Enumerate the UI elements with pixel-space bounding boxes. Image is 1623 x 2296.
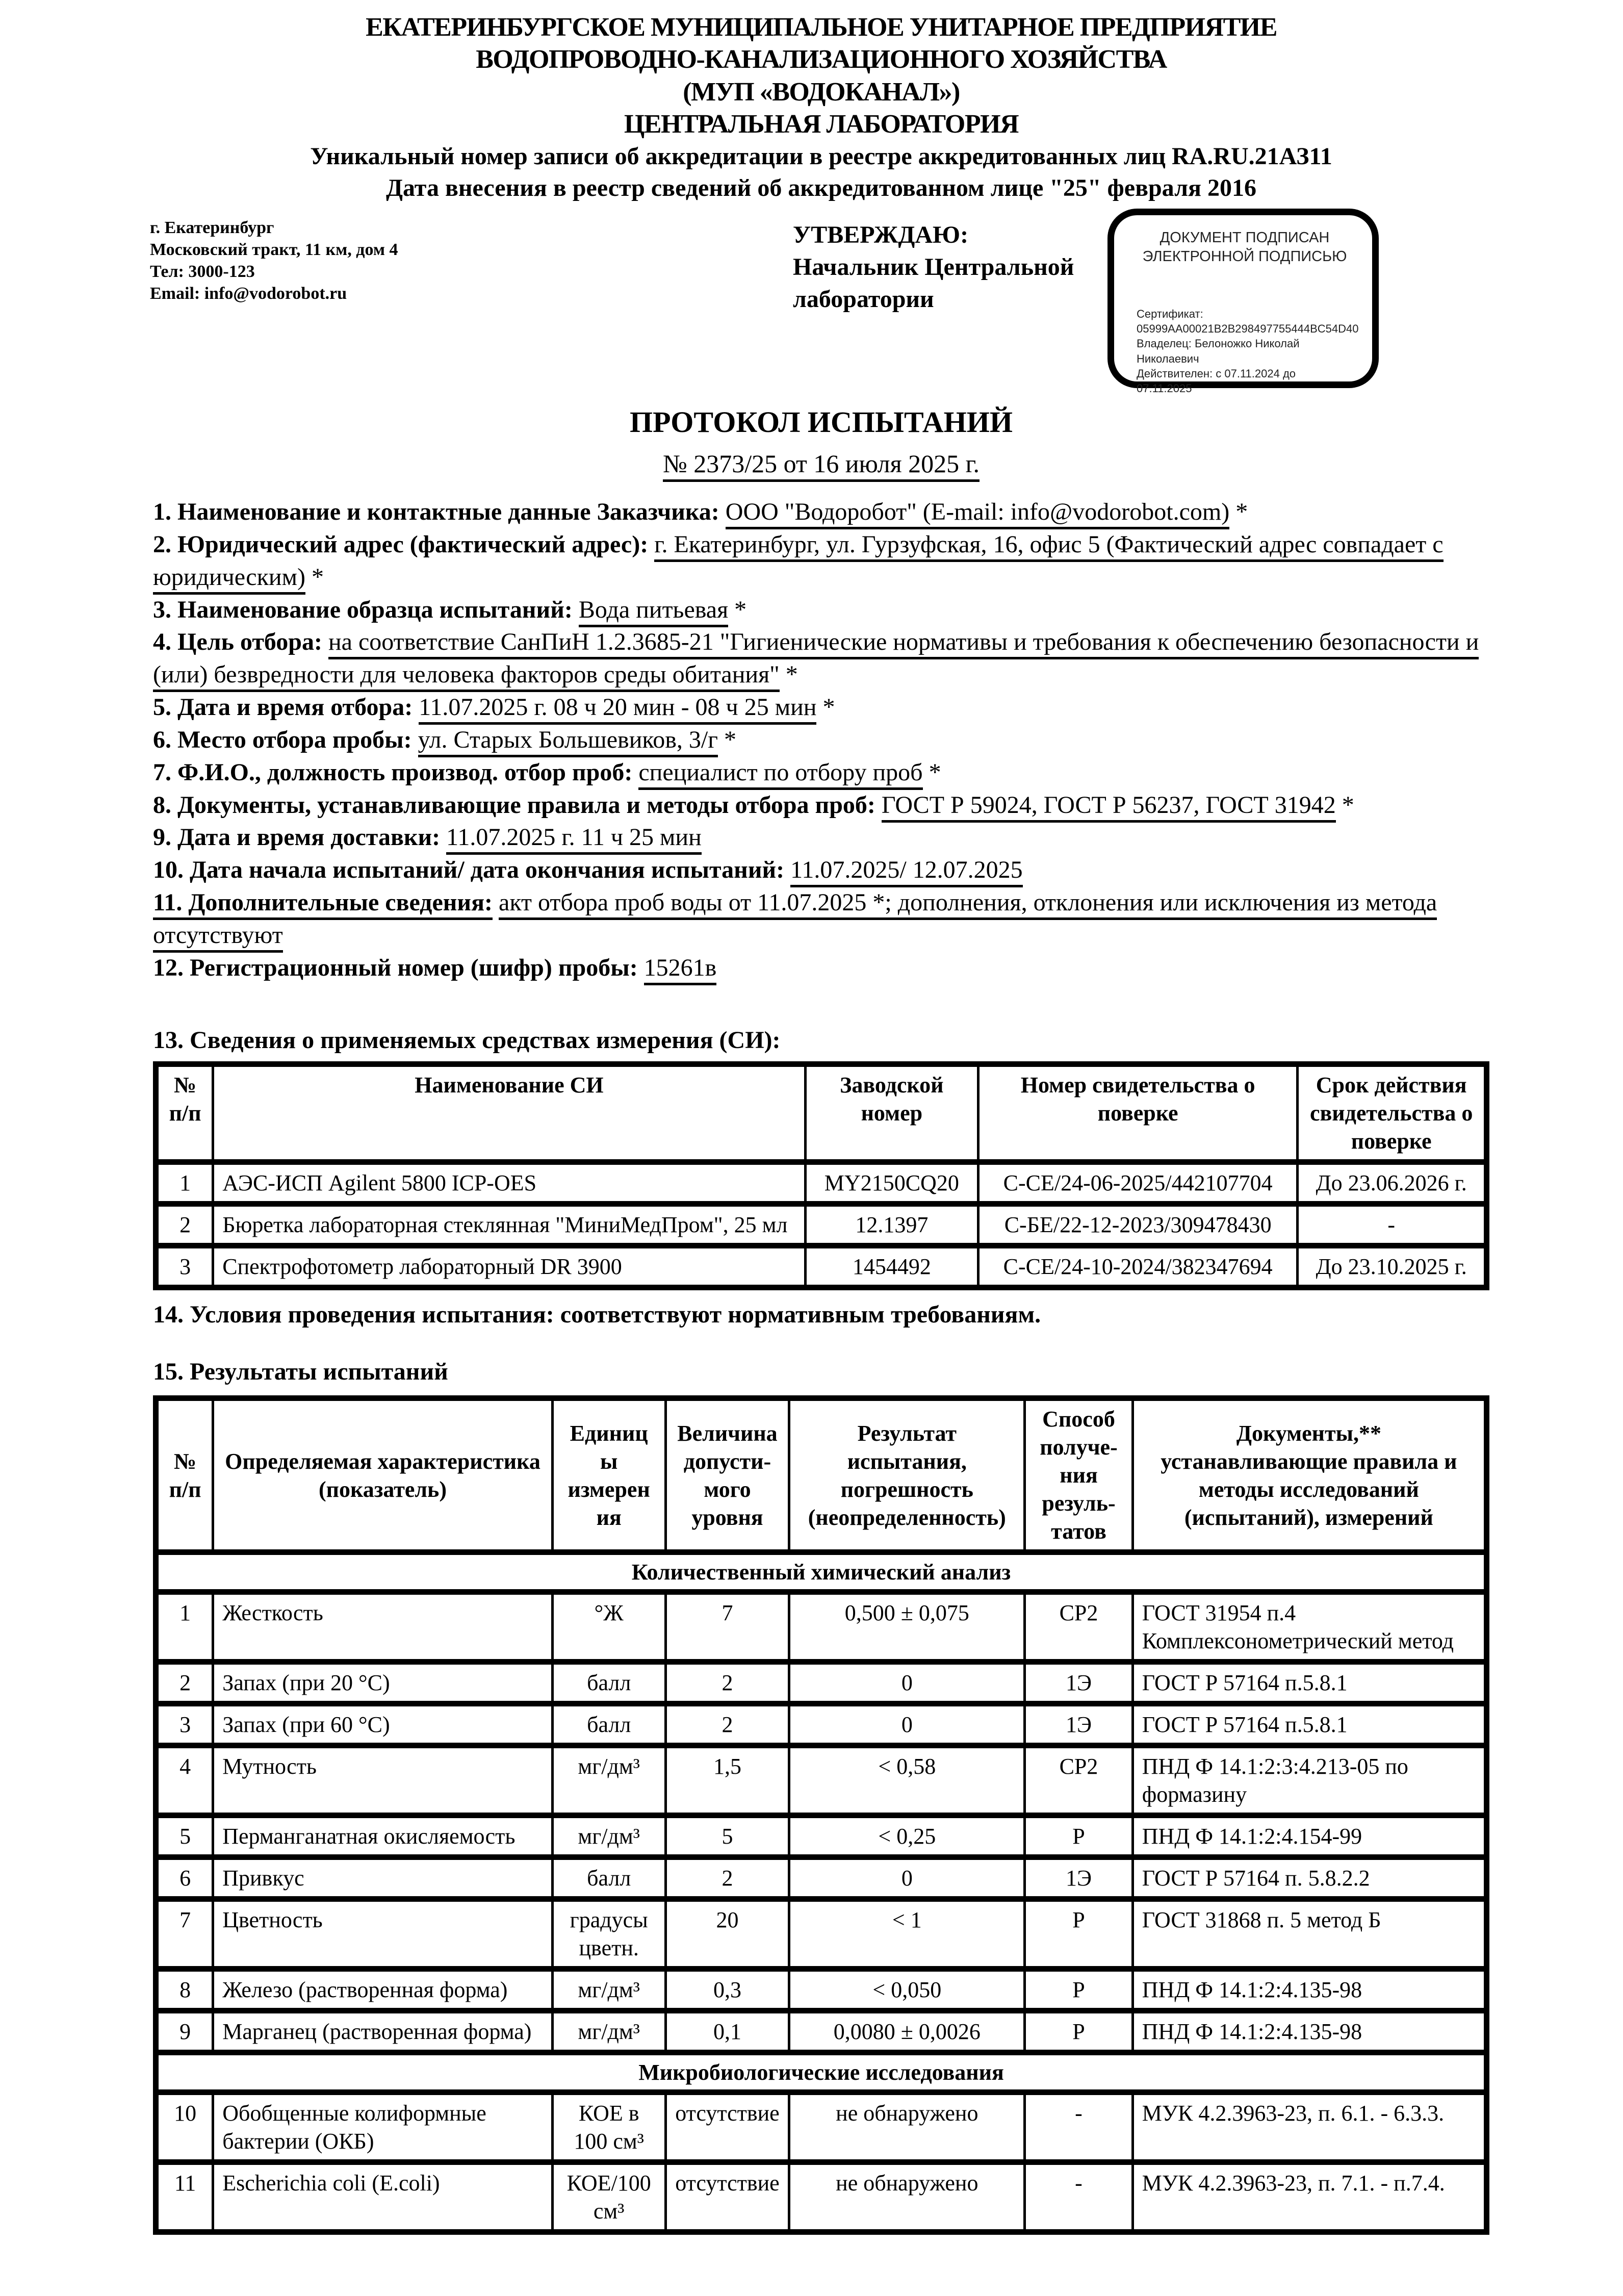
approval-block [793, 219, 1074, 316]
stamp-title-line1: ДОКУМЕНТ ПОДПИСАН [1160, 229, 1330, 246]
table-cell: 0 [789, 1662, 1025, 1704]
protocol-item-12: 12. Регистрационный номер (шифр) пробы: 15261в [153, 952, 1489, 984]
table-cell: 2 [665, 1857, 789, 1899]
table-cell: 6 [156, 1857, 213, 1899]
certificate-validity: Действителен: с 07.11.2024 до 07.11.2025 [1137, 367, 1296, 395]
table-header-row [156, 1064, 1487, 1162]
table-cell: Обобщенные колиформные бактерии (ОКБ) [213, 2093, 553, 2162]
table-cell: КОЕ/100 см³ [552, 2162, 665, 2232]
stamp-title-line2: ЭЛЕКТРОННОЙ ПОДПИСЬЮ [1142, 248, 1347, 265]
table-cell: 1,5 [665, 1746, 789, 1816]
lab-contact-block [150, 217, 398, 305]
protocol-title: ПРОТОКОЛ ИСПЫТАНИЙ [630, 405, 1013, 439]
contact-email: Email: info@vodorobot.ru [150, 284, 347, 303]
protocol-items [153, 496, 1489, 984]
table-cell: - [1025, 2093, 1132, 2162]
table-cell: До 23.10.2025 г. [1298, 1246, 1487, 1288]
table-cell: ПНД Ф 14.1:2:3:4.213-05 по формазину [1132, 1746, 1486, 1816]
table-cell: 0,500 ± 0,075 [789, 1592, 1025, 1662]
protocol-item-1: 1. Наименование и контактные данные Заказчика: ООО "Водоробот" (E-mail: info@vodorobot.com) * [153, 496, 1489, 528]
table-cell: Р [1025, 1969, 1132, 2011]
table-row [156, 1662, 1487, 1704]
table-row [156, 1969, 1487, 2011]
table-row [156, 1592, 1487, 1662]
table-cell: отсутствие [665, 2093, 789, 2162]
table-header-cell: Документы,** устанавливающие правила и методы исследований (испытаний), измерений [1132, 1398, 1486, 1552]
table-cell: 5 [665, 1816, 789, 1857]
table-cell: АЭС-ИСП Agilent 5800 ICP-OES [213, 1162, 805, 1204]
test-results-table [153, 1395, 1489, 2235]
top-info-row [150, 208, 1489, 395]
table-cell: Р [1025, 1816, 1132, 1857]
table-cell: ПНД Ф 14.1:2:4.135-98 [1132, 1969, 1486, 2011]
table-cell: 12.1397 [805, 1204, 978, 1246]
table-header-cell: Заводской номер [805, 1064, 978, 1162]
table-cell: 0 [789, 1857, 1025, 1899]
table-row [156, 1899, 1487, 1969]
table-cell: 5 [156, 1816, 213, 1857]
table-cell: СР2 [1025, 1746, 1132, 1816]
table-cell: ГОСТ Р 57164 п.5.8.1 [1132, 1662, 1486, 1704]
table-cell: 0,1 [665, 2011, 789, 2053]
table-cell: 2 [665, 1662, 789, 1704]
table-row [156, 1857, 1487, 1899]
certificate-label: Сертификат: [1137, 307, 1203, 320]
org-name-line1: ЕКАТЕРИНБУРГСКОЕ МУНИЦИПАЛЬНОЕ УНИТАРНОЕ ПРЕДПРИЯТИЕ [366, 13, 1277, 42]
table-cell: ГОСТ 31954 п.4 Комплексонометрический метод [1132, 1592, 1486, 1662]
table-row [156, 2011, 1487, 2053]
table-cell: балл [552, 1857, 665, 1899]
e-signature-stamp [1107, 209, 1379, 395]
results-section-caption: 15. Результаты испытаний [153, 1358, 448, 1386]
protocol-number [153, 447, 1489, 481]
org-header [153, 11, 1489, 205]
table-cell: не обнаружено [789, 2093, 1025, 2162]
table-cell: 1 [156, 1592, 213, 1662]
protocol-item-6: 6. Место отбора пробы: ул. Старых Большевиков, 3/г * [153, 724, 1489, 756]
table-cell: Запах (при 20 °С) [213, 1662, 553, 1704]
table-header-cell: Определяемая характеристика (показатель) [213, 1398, 553, 1552]
section-band-microbiology: Микробиологические исследования [156, 2053, 1487, 2093]
protocol-item-9: 9. Дата и время доставки: 11.07.2025 г. 11 ч 25 мин [153, 821, 1489, 854]
table-cell: Железо (растворенная форма) [213, 1969, 553, 2011]
table-row [156, 1162, 1487, 1204]
table-header-cell: Результат испытания, погрешность (неопределенность) [789, 1398, 1025, 1552]
contact-address: Московский тракт, 11 км, дом 4 [150, 240, 398, 259]
table-cell: < 0,25 [789, 1816, 1025, 1857]
protocol-item-7: 7. Ф.И.О., должность производ. отбор проб: специалист по отбору проб * [153, 756, 1489, 789]
table-cell: Жесткость [213, 1592, 553, 1662]
table-cell: Цветность [213, 1899, 553, 1969]
table-cell: Спектрофотометр лабораторный DR 3900 [213, 1246, 805, 1288]
table-row [156, 1204, 1487, 1246]
table-cell: не обнаружено [789, 2162, 1025, 2232]
table-cell: Р [1025, 2011, 1132, 2053]
approve-label: УТВЕРЖДАЮ: [793, 221, 969, 248]
table-cell: < 0,050 [789, 1969, 1025, 2011]
table-cell: - [1025, 2162, 1132, 2232]
table-row [156, 1246, 1487, 1288]
stamp-certificate-info [1137, 307, 1359, 396]
table-cell: 7 [156, 1899, 213, 1969]
table-cell: 0,3 [665, 1969, 789, 2011]
table-cell: 1Э [1025, 1857, 1132, 1899]
protocol-number-value: № 2373/25 от 16 июля 2025 г. [663, 449, 980, 482]
table-cell: 1 [156, 1162, 213, 1204]
table-cell: мг/дм³ [552, 1816, 665, 1857]
protocol-item-4: 4. Цель отбора: на соответствие СанПиН 1.2.3685-21 "Гигиенические нормативы и требования к обеспечению безопасности и (или) безвредности для человека факторов среды обитания" * [153, 626, 1489, 691]
table-header-row [156, 1398, 1487, 1552]
table-cell: 10 [156, 2093, 213, 2162]
protocol-item-10: 10. Дата начала испытаний/ дата окончания испытаний: 11.07.2025/ 12.07.2025 [153, 854, 1489, 886]
table-cell: МУК 4.2.3963-23, п. 7.1. - п.7.4. [1132, 2162, 1486, 2232]
table-cell: 1Э [1025, 1704, 1132, 1746]
table-cell: 1454492 [805, 1246, 978, 1288]
table-header-cell: Номер свидетельства о поверке [978, 1064, 1297, 1162]
table-cell: 3 [156, 1704, 213, 1746]
table-cell: < 0,58 [789, 1746, 1025, 1816]
table-cell: 2 [665, 1704, 789, 1746]
table-cell: 1Э [1025, 1662, 1132, 1704]
table-cell: 11 [156, 2162, 213, 2232]
table-cell: < 1 [789, 1899, 1025, 1969]
table-cell: 4 [156, 1746, 213, 1816]
org-name-line2: ВОДОПРОВОДНО-КАНАЛИЗАЦИОННОГО ХОЗЯЙСТВА [476, 45, 1167, 74]
table-cell: 8 [156, 1969, 213, 2011]
table-cell: Escherichia coli (E.coli) [213, 2162, 553, 2232]
table-row [156, 2162, 1487, 2232]
stamp-title [1137, 228, 1353, 267]
table-row [156, 1816, 1487, 1857]
table-cell: 7 [665, 1592, 789, 1662]
table-cell: отсутствие [665, 2162, 789, 2232]
table-cell: °Ж [552, 1592, 665, 1662]
org-name-line4: ЦЕНТРАЛЬНАЯ ЛАБОРАТОРИЯ [624, 110, 1019, 139]
table-cell: 0 [789, 1704, 1025, 1746]
protocol-item-8: 8. Документы, устанавливающие правила и методы отбора проб: ГОСТ Р 59024, ГОСТ Р 56237, ГОСТ 31942 * [153, 789, 1489, 822]
table-cell: мг/дм³ [552, 1969, 665, 2011]
certificate-owner: Владелец: Белоножко Николай Николаевич [1137, 337, 1300, 365]
table-cell: Перманганатная окисляемость [213, 1816, 553, 1857]
table-row [156, 1746, 1487, 1816]
table-cell: Мутность [213, 1746, 553, 1816]
contact-phone: Тел: 3000-123 [150, 262, 255, 281]
approver-position-line2: лаборатории [793, 286, 934, 313]
table-header-cell: Величина допусти-мого уровня [665, 1398, 789, 1552]
table-cell: ГОСТ Р 57164 п. 5.8.2.2 [1132, 1857, 1486, 1899]
table-cell: балл [552, 1704, 665, 1746]
table-cell: балл [552, 1662, 665, 1704]
table-header-cell: Наименование СИ [213, 1064, 805, 1162]
test-conditions-note: 14. Условия проведения испытания: соответствуют нормативным требованиям. [153, 1301, 1041, 1329]
approver-position-line1: Начальник Центральной [793, 253, 1074, 280]
table-cell: ГОСТ Р 57164 п.5.8.1 [1132, 1704, 1486, 1746]
protocol-item-11: 11. Дополнительные сведения: акт отбора проб воды от 11.07.2025 *; дополнения, отклонения или исключения из метода отсутствуют [153, 886, 1489, 952]
table-cell: Марганец (растворенная форма) [213, 2011, 553, 2053]
si-section-caption: 13. Сведения о применяемых средствах измерения (СИ): [153, 1026, 781, 1054]
table-cell: КОЕ в 100 см³ [552, 2093, 665, 2162]
table-cell: Р [1025, 1899, 1132, 1969]
table-cell: С-СЕ/24-06-2025/442107704 [978, 1162, 1297, 1204]
table-cell: 2 [156, 1662, 213, 1704]
table-row [156, 1704, 1487, 1746]
certificate-number: 05999AA00021B2B298497755444BC54D40 [1137, 322, 1359, 336]
table-header-cell: Срок действия свидетельства о поверке [1298, 1064, 1487, 1162]
table-cell: градусы цветн. [552, 1899, 665, 1969]
table-cell: 20 [665, 1899, 789, 1969]
table-cell: С-СЕ/24-10-2024/382347694 [978, 1246, 1297, 1288]
table-cell: - [1298, 1204, 1487, 1246]
table-cell: Привкус [213, 1857, 553, 1899]
org-name-line3: (МУП «ВОДОКАНАЛ») [683, 77, 960, 107]
table-cell: 0,0080 ± 0,0026 [789, 2011, 1025, 2053]
protocol-item-2: 2. Юридический адрес (фактический адрес): г. Екатеринбург, ул. Гурзуфская, 16, офис 5 (Фактический адрес совпадает с юридическим) * [153, 528, 1489, 594]
table-cell: ПНД Ф 14.1:2:4.135-98 [1132, 2011, 1486, 2053]
contact-city: г. Екатеринбург [150, 218, 274, 237]
protocol-item-3: 3. Наименование образца испытаний: Вода питьевая * [153, 594, 1489, 626]
table-cell: 2 [156, 1204, 213, 1246]
table-header-cell: № п/п [156, 1064, 213, 1162]
section-band-chemical: Количественный химический анализ [156, 1552, 1487, 1592]
measuring-instruments-table [153, 1061, 1489, 1290]
table-cell: Бюретка лабораторная стеклянная "МиниМедПром", 25 мл [213, 1204, 805, 1246]
accreditation-line: Уникальный номер записи об аккредитации в реестре аккредитованных лиц RA.RU.21АЗ11 [310, 142, 1332, 170]
table-cell: ГОСТ 31868 п. 5 метод Б [1132, 1899, 1486, 1969]
protocol-item-5: 5. Дата и время отбора: 11.07.2025 г. 08 ч 20 мин - 08 ч 25 мин * [153, 691, 1489, 724]
table-cell: MY2150CQ20 [805, 1162, 978, 1204]
table-cell: Запах (при 60 °С) [213, 1704, 553, 1746]
table-cell: ПНД Ф 14.1:2:4.154-99 [1132, 1816, 1486, 1857]
table-header-cell: Единицы измерения [552, 1398, 665, 1552]
table-cell: 3 [156, 1246, 213, 1288]
table-cell: мг/дм³ [552, 1746, 665, 1816]
table-cell: мг/дм³ [552, 2011, 665, 2053]
table-row [156, 2093, 1487, 2162]
table-cell: СР2 [1025, 1592, 1132, 1662]
table-header-cell: Способ получе-ния резуль-татов [1025, 1398, 1132, 1552]
table-cell: До 23.06.2026 г. [1298, 1162, 1487, 1204]
table-cell: С-БЕ/22-12-2023/309478430 [978, 1204, 1297, 1246]
table-cell: 9 [156, 2011, 213, 2053]
register-date-line: Дата внесения в реестр сведений об аккредитованном лице "25" февраля 2016 [386, 174, 1256, 202]
table-cell: МУК 4.2.3963-23, п. 6.1. - 6.3.3. [1132, 2093, 1486, 2162]
table-header-cell: № п/п [156, 1398, 213, 1552]
